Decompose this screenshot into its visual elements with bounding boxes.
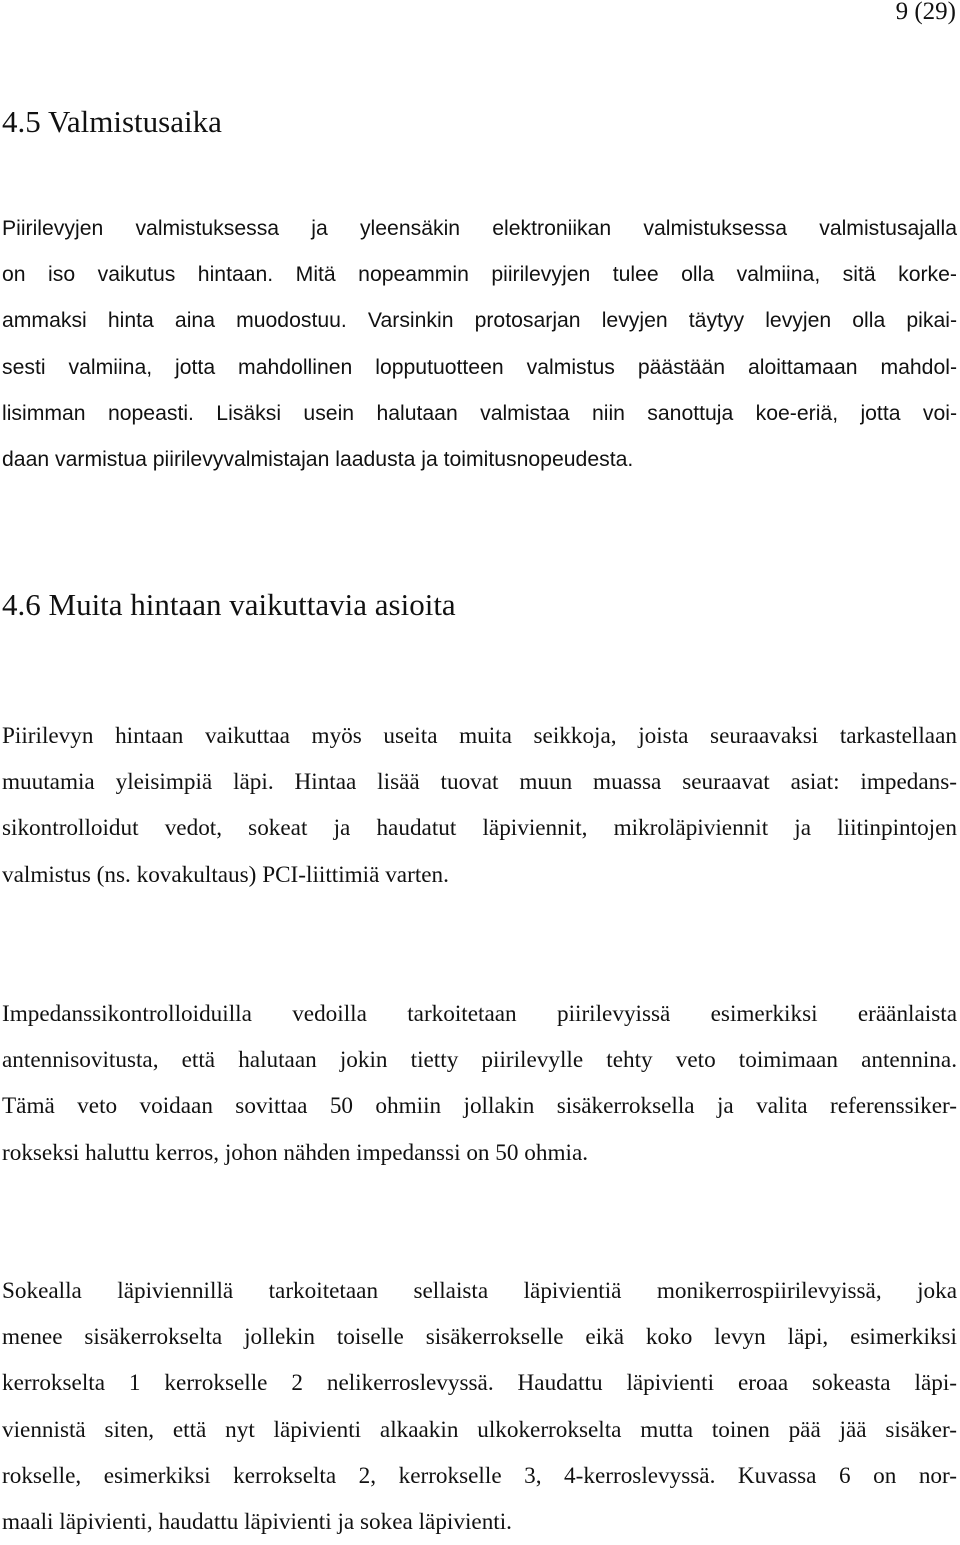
page-number: 9 (29) <box>895 0 956 25</box>
text-line: daan varmistua piirilevyvalmistajan laadusta ja toimitusnopeudesta. <box>2 447 634 471</box>
text-line: menee sisäkerrokselta jollekin toiselle sisäkerrokselle eikä koko levyn läpi, esimerkiksi <box>2 1324 957 1351</box>
paragraph-muita-seikkoja <box>2 713 957 898</box>
text-line: kerrokselta 1 kerrokselle 2 nelikerroslevyssä. Haudattu läpivienti eroaa sokeasta läpi- <box>2 1370 957 1397</box>
section-heading-muita-asioita: 4.6 Muita hintaan vaikuttavia asioita <box>2 587 456 622</box>
text-line: muutamia yleisimpiä läpi. Hintaa lisää tuovat muun muassa seuraavat asiat: impedans- <box>2 769 957 796</box>
text-line: Piirilevyjen valmistuksessa ja yleensäkin elektroniikan valmistuksessa valmistusajalla <box>2 217 957 240</box>
text-line: Tämä veto voidaan sovittaa 50 ohmiin jollakin sisäkerroksella ja valita referenssiker- <box>2 1093 957 1120</box>
text-line: rokseksi haluttu kerros, johon nähden impedanssi on 50 ohmia. <box>2 1139 589 1166</box>
paragraph-sokea-lapivienti <box>2 1268 957 1545</box>
paragraph-valmistusaika <box>2 206 957 483</box>
text-line: rokselle, esimerkiksi kerrokselta 2, kerrokselle 3, 4-kerroslevyssä. Kuvassa 6 on nor- <box>2 1462 957 1489</box>
text-line: Impedanssikontrolloiduilla vedoilla tarkoitetaan piirilevyissä esimerkiksi eräänlaista <box>2 1001 957 1027</box>
text-line: on iso vaikutus hintaan. Mitä nopeammin piirilevyjen tulee olla valmiina, sitä korke- <box>2 263 957 287</box>
text-line: ammaksi hinta aina muodostuu. Varsinkin protosarjan levyjen täytyy levyjen olla pikai- <box>2 309 957 333</box>
text-line: Piirilevyn hintaan vaikuttaa myös useita muita seikkoja, joista seuraavaksi tarkastellaan <box>2 723 957 749</box>
text-line: maali läpivienti, haudattu läpivienti ja sokea läpivienti. <box>2 1508 512 1535</box>
text-line: sikontrolloidut vedot, sokeat ja haudatut läpiviennit, mikroläpiviennit ja liitinpintojen <box>2 815 957 842</box>
text-line: antennisovitusta, että halutaan jokin tietty piirilevylle tehty veto toimimaan antennina. <box>2 1047 957 1074</box>
section-heading-valmistusaika: 4.5 Valmistusaika <box>2 104 222 139</box>
text-line: viennistä siten, että nyt läpivienti alkaakin ulkokerrokselta mutta toinen pää jää sisäker- <box>2 1416 957 1443</box>
text-line: Sokealla läpiviennillä tarkoitetaan sellaista läpivientiä monikerrospiirilevyissä, joka <box>2 1278 957 1304</box>
text-line: valmistus (ns. kovakultaus) PCI-liittimiä varten. <box>2 861 449 888</box>
paragraph-impedanssikontrolli <box>2 991 957 1176</box>
text-line: lisimman nopeasti. Lisäksi usein halutaan valmistaa niin sanottuja koe-eriä, jotta voi- <box>2 401 957 425</box>
text-line: sesti valmiina, jotta mahdollinen lopputuotteen valmistus päästään aloittamaan mahdol- <box>2 355 957 379</box>
